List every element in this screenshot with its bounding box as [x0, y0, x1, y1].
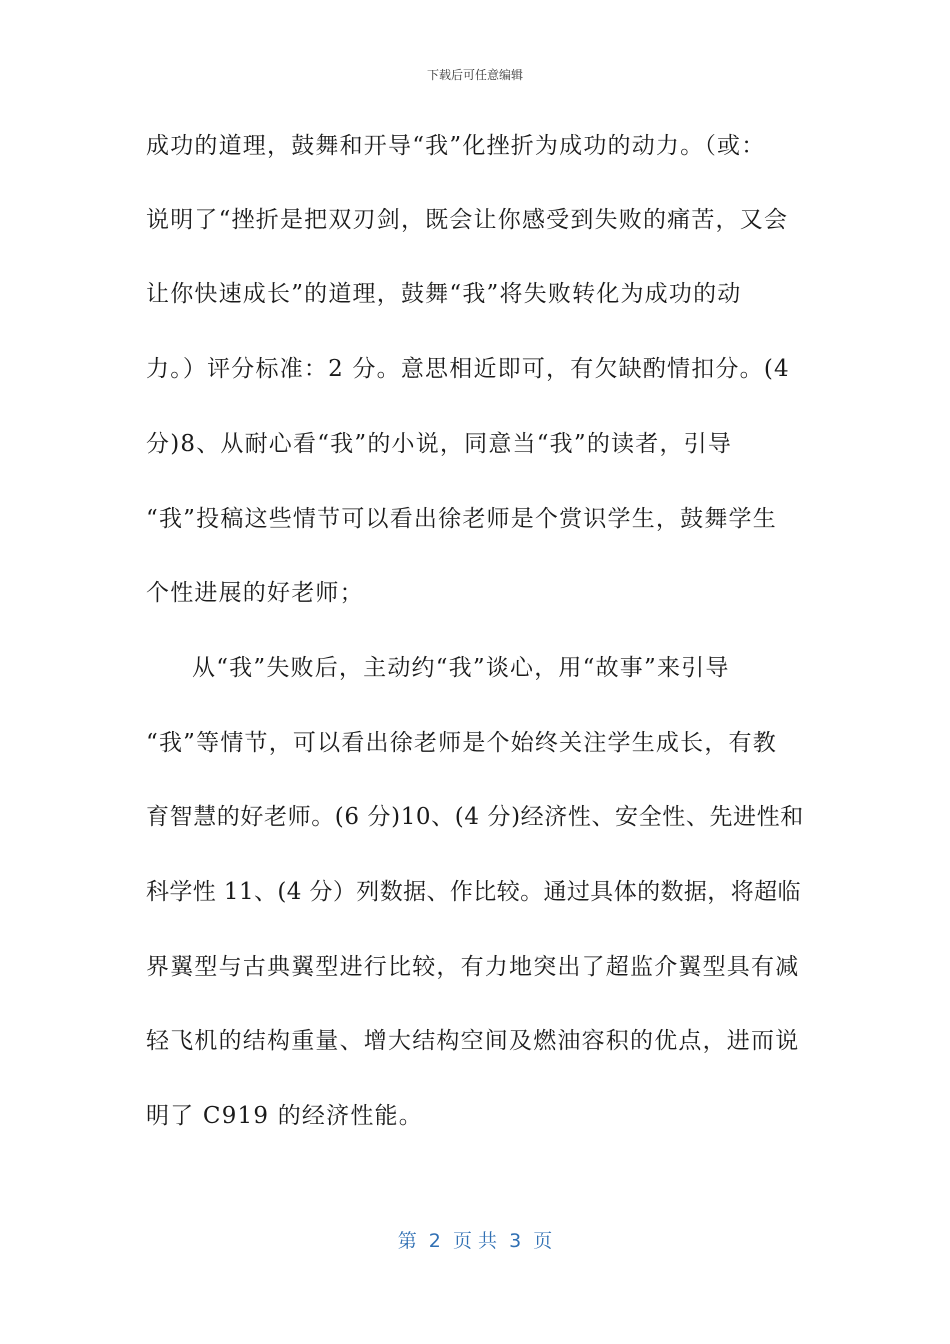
text-line: 科学性 11、(4 分）列数据、作比较。通过具体的数据，将超临 — [146, 879, 801, 905]
text-line: 明了 C919 的经济性能。 — [146, 1103, 423, 1129]
text-line: 轻飞机的结构重量、增大结构空间及燃油容积的优点，进而说 — [146, 1028, 800, 1054]
text-line: 成功的道理，鼓舞和开导“我”化挫折为成功的动力。（或： — [146, 133, 766, 159]
text-line: 说明了“挫折是把双刃剑，既会让你感受到失败的痛苦，又会 — [146, 207, 789, 233]
text-line: 育智慧的好老师。(6 分)10、(4 分)经济性、安全性、先进性和 — [146, 804, 804, 830]
text-line: 力。）评分标准：2 分。意思相近即可，有欠缺酌情扣分。(4 — [146, 356, 790, 382]
page-number: 第 2 页 共 3 页 — [397, 1230, 553, 1252]
text-line: “我”等情节，可以看出徐老师是个始终关注学生成长，有教 — [146, 730, 777, 756]
text-line: 个性进展的好老师； — [146, 580, 364, 606]
text-line: 从“我”失败后，主动约“我”谈心，用“故事”来引导 — [192, 655, 730, 681]
text-line: 让你快速成长”的道理，鼓舞“我”将失败转化为成功的动 — [146, 281, 742, 307]
text-line: 分)8、从耐心看“我”的小说，同意当“我”的读者，引导 — [146, 431, 733, 457]
text-line: “我”投稿这些情节可以看出徐老师是个赏识学生，鼓舞学生 — [146, 506, 777, 532]
text-line: 界翼型与古典翼型进行比较，有力地突出了超监介翼型具有减 — [146, 954, 800, 980]
header-note: 下载后可任意编辑 — [426, 68, 523, 82]
